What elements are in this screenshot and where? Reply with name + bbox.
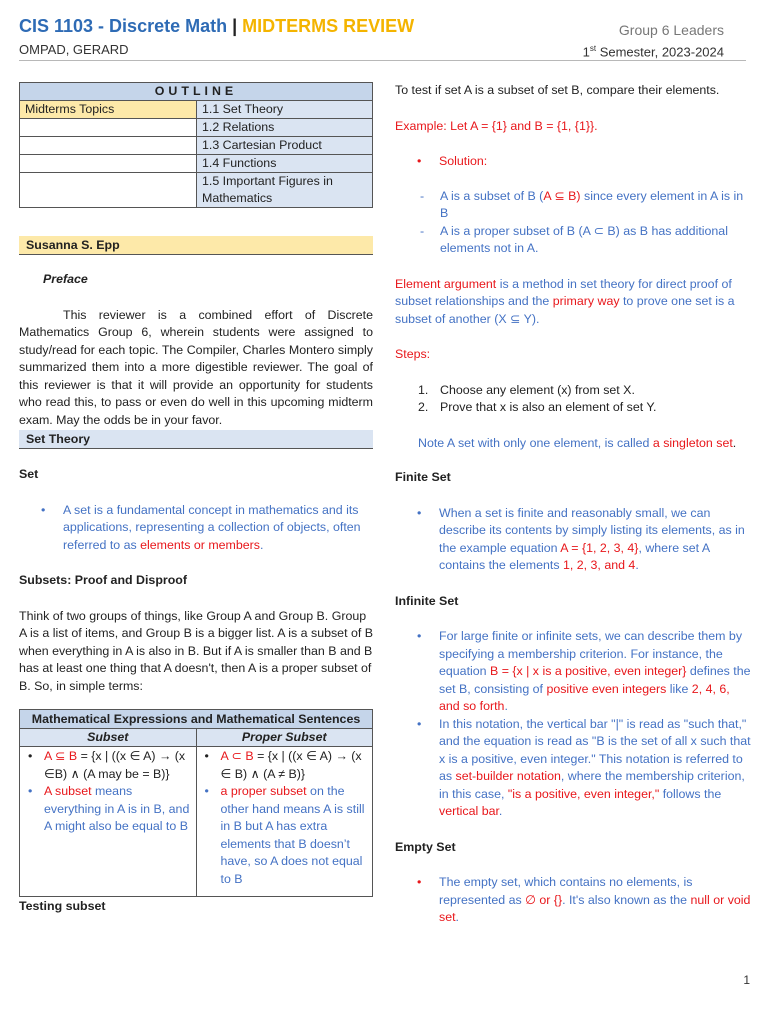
ea-text-2: to prove one set is a subset of another (X ⊆ Y). <box>395 294 735 326</box>
singleton-term: a singleton set <box>652 435 733 450</box>
outline-item: 1.2 Relations <box>197 119 373 137</box>
empty-set-heading: Empty Set <box>395 839 456 854</box>
outline-title: OUTLINE <box>20 83 373 101</box>
set-builder-term: set-builder notation <box>455 769 561 783</box>
finite-set-heading: Finite Set <box>395 470 451 484</box>
group-label: Group 6 Leaders <box>618 22 724 38</box>
inf1-c: defines the set B, consisting of <box>439 664 751 696</box>
subset-cell <box>20 747 197 897</box>
empty-set-description <box>395 874 753 927</box>
step-number: 2. <box>418 400 429 414</box>
subset-formula <box>20 748 196 783</box>
note-text: Note A set with only one element, is called <box>418 435 653 450</box>
empty-a: The empty set, which contains no elements, is represented as <box>439 875 693 907</box>
outline-table <box>19 82 373 208</box>
step-number: 1. <box>418 382 429 397</box>
sol1-text: A is a subset of B ( <box>440 188 544 203</box>
set-def-end: . <box>259 537 264 552</box>
vertical-bar-term: vertical bar <box>439 804 499 818</box>
outline-empty-cell <box>20 137 197 155</box>
element-argument-text <box>395 276 753 329</box>
set-definition <box>19 502 373 555</box>
proper-subset-formula-text: = {x | ((x ∈ A) → (x ∈ B) ∧ (A ≠ B)} <box>220 749 362 781</box>
finite-elements: 1, 2, 3, and 4 <box>562 558 636 572</box>
set-theory-bar: Set Theory <box>19 430 373 449</box>
outline-item: 1.5 Important Figures in Mathematics <box>197 173 373 208</box>
outline-item: 1.4 Functions <box>197 155 373 173</box>
author-bar: Susanna S. Epp <box>19 236 373 255</box>
title-separator: | <box>232 16 238 36</box>
sol1-rest: since every element in A is in B <box>440 188 744 220</box>
subset-symbol: A ⊆ B <box>44 749 78 763</box>
outline-label: Midterms Topics <box>20 101 197 119</box>
infinite-set-point <box>395 716 753 821</box>
set-def-text: A set is a fundamental concept in mathematics and its applications, representing a collection of objects, often referred to as <box>63 502 361 552</box>
semester-number: 1 <box>582 44 590 60</box>
example-line: Example: Let A = {1} and B = {1, {1}}. <box>395 118 598 133</box>
subsets-text: Think of two groups of things, like Group A and Group B. Group A is a list of items, and Group B is a bigger list. A is a subset of B when everything in A is also in B. But if A is smaller than B and B has at least one thing that A doesn't, then A is a proper subset of B. So, in simple terms: <box>19 608 373 693</box>
finite-set-description <box>395 505 753 575</box>
solution-label: • Solution: <box>395 153 753 171</box>
infinite-set-list <box>395 628 753 821</box>
subset-formula-text: = {x | ((x ∈ A) → (x ∈B) ∧ (A may be = B)} <box>44 749 186 781</box>
expressions-table <box>19 709 373 897</box>
finite-text-a: When a set is finite and reasonably small, we can describe its contents by simply listing its elements, as in the example equation <box>439 505 745 555</box>
ea-text-1: is a method in set theory for direct proof of subset relationships and the <box>395 276 732 308</box>
proper-subset-description <box>197 783 373 888</box>
solution-point <box>395 188 753 223</box>
test-intro: To test if set A is a subset of set B, compare their elements. <box>395 83 720 97</box>
inf1-equation: B = {x | x is a positive, even integer} <box>489 664 687 678</box>
step-text: Prove that x is also an element of set Y. <box>440 400 657 414</box>
solution-point: - A is a proper subset of B (A ⊂ B) as B has additional elements not in A. <box>395 223 753 258</box>
subset-description-text: means everything in A is in B, and A might also be equal to B <box>44 784 190 833</box>
primary-way-term: primary way <box>552 294 620 308</box>
set-heading: Set <box>19 467 39 481</box>
sol1-symbol: A ⊆ B) <box>543 188 581 203</box>
empty-c: . It's also known as the <box>562 892 691 907</box>
document-subtitle: MIDTERMS REVIEW <box>242 16 415 36</box>
document-title <box>19 18 414 36</box>
right-column <box>395 82 753 927</box>
null-set-term: null or void set <box>439 892 751 924</box>
col-subset-header: Subset <box>20 729 197 747</box>
proper-subset-cell <box>196 747 373 897</box>
empty-symbols: ∅ or {} <box>525 892 563 907</box>
semester-text: Semester, 2023-2024 <box>596 44 724 60</box>
finite-text-c: , where set A contains the elements <box>439 540 710 572</box>
infinite-set-point <box>395 628 753 716</box>
solution-list <box>395 153 753 171</box>
proper-subset-term: a proper subset <box>220 784 307 798</box>
set-def-highlight: elements or members <box>140 537 260 552</box>
inf2-a: In this notation, the vertical bar "|" is read as "such that," and the equation is read as "B is the set of all x such that x is a positive, even integer." This notation is referred to as <box>439 716 751 783</box>
empty-e: . <box>455 910 459 924</box>
left-column <box>19 82 373 916</box>
course-title: CIS 1103 - Discrete Math <box>19 16 228 36</box>
step-text: Choose any element (x) from set X. <box>440 382 635 397</box>
col-proper-subset-header: Proper Subset <box>196 729 373 747</box>
testing-subset-heading: Testing subset <box>19 899 106 913</box>
proper-subset-symbol: A ⊂ B <box>220 749 254 763</box>
inf2-criterion: "is a positive, even integer," <box>507 786 660 801</box>
note-end: . <box>732 435 737 450</box>
outline-empty-cell <box>20 173 197 208</box>
empty-set-list <box>395 874 753 927</box>
solution-points <box>395 188 753 258</box>
proper-subset-formula <box>197 748 373 783</box>
semester-suffix: st <box>589 44 597 53</box>
inf1-a: For large finite or infinite sets, we can describe them by specifying a membership criterion. For instance, the equation <box>439 629 743 678</box>
inf1-g: . <box>504 699 508 713</box>
preface-text: This reviewer is a combined effort of Discrete Mathematics Group 6, wherein students were assigned to study/read for each topic. The Compiler, Charles Montero simply summarized them into a more digestible reviewer. The goal of this reviewer is that it will provide an opportunity for students who read this, to pass or even do well in this upcoming midterm exam. May the odds be in your favor. <box>19 307 373 427</box>
element-argument-term: Element argument <box>395 276 497 291</box>
infinite-set-heading: Infinite Set <box>395 593 459 608</box>
inf2-g: . <box>498 804 503 818</box>
inf1-term: positive even integers <box>546 681 667 696</box>
steps-list <box>395 382 753 417</box>
finite-example: A = {1, 2, 3, 4} <box>560 540 639 555</box>
header-divider <box>19 60 746 61</box>
inf2-e: follows the <box>659 786 722 801</box>
finite-set-list <box>395 505 753 575</box>
inf1-examples: 2, 4, 6, and so forth <box>439 681 730 713</box>
set-definition-list <box>19 502 373 555</box>
inf2-c: , where the membership criterion, in this case, <box>439 769 745 801</box>
inf1-e: like <box>666 681 692 696</box>
outline-empty-cell <box>20 119 197 137</box>
subsets-heading: Subsets: Proof and Disproof <box>19 573 187 587</box>
outline-item: 1.1 Set Theory <box>197 101 373 119</box>
step-item <box>395 399 753 417</box>
outline-empty-cell <box>20 155 197 173</box>
finite-text-e: . <box>635 558 639 572</box>
step-item <box>395 382 753 400</box>
author-name: OMPAD, GERARD <box>19 42 129 57</box>
singleton-note <box>395 435 753 453</box>
preface-title: Preface <box>43 272 88 286</box>
steps-label: Steps: <box>395 347 431 361</box>
subset-term: A subset <box>44 784 92 798</box>
proper-subset-description-text: on the other hand means A is still in B but A has extra elements that B doesn’t have, so A does not equal to B <box>220 784 365 886</box>
outline-item: 1.3 Cartesian Product <box>197 137 373 155</box>
subset-description <box>20 783 196 836</box>
expressions-table-title: Mathematical Expressions and Mathematical Sentences <box>20 710 373 729</box>
semester-label <box>583 40 724 61</box>
page-number: 1 <box>743 973 750 987</box>
